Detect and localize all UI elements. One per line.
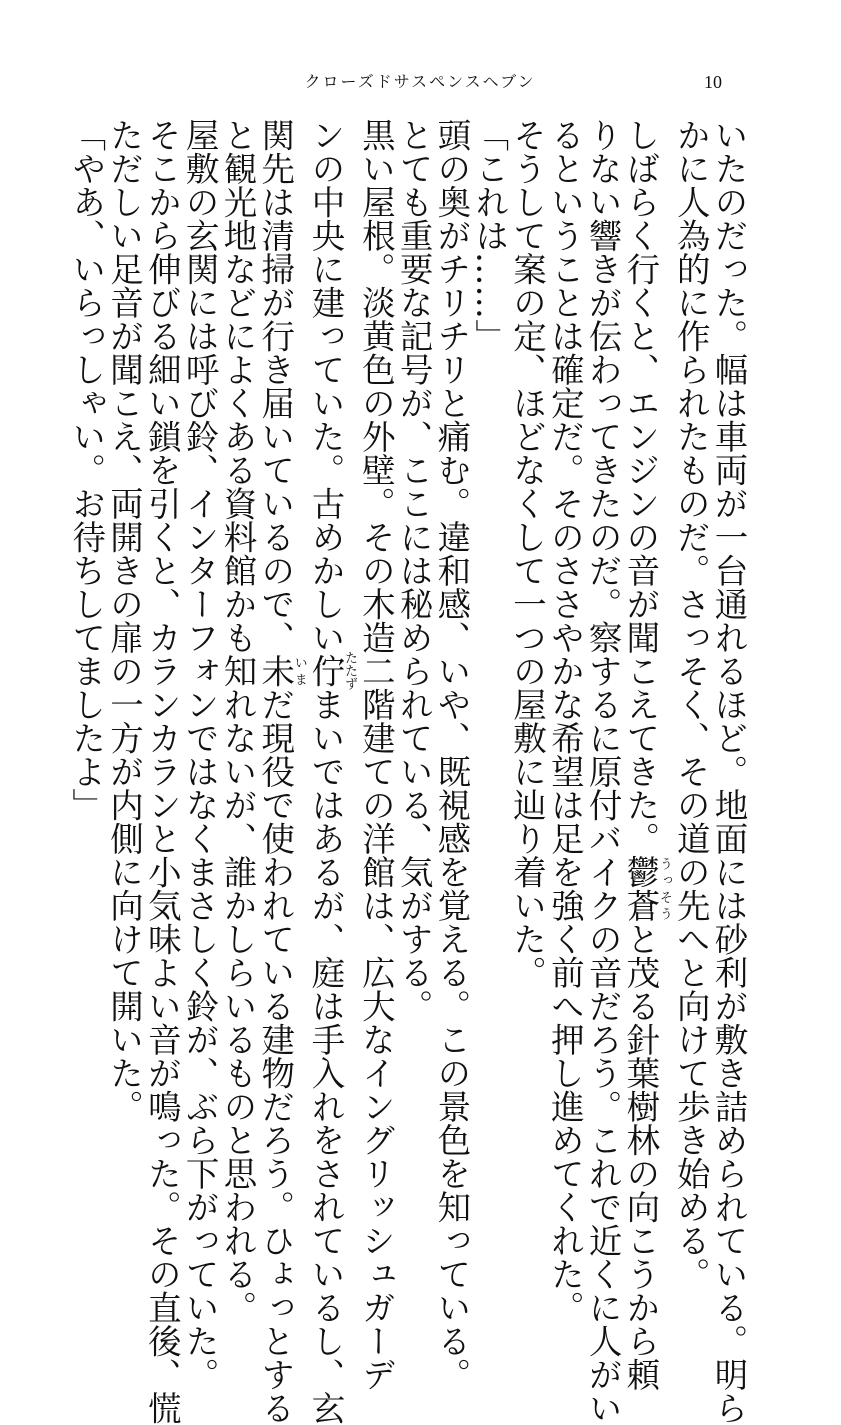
- text-line: 頭の奥がチリチリと痛む。違和感、いや、既視感を覚える。この景色を知っている。: [431, 118, 471, 1391]
- text-line: しばらく行くと、エンジンの音が聞こえてきた。鬱蒼うっそうと茂る針葉樹林の向こうから頼: [620, 118, 672, 1391]
- text-line: 「これは……」: [469, 118, 509, 353]
- furigana-word: 未いま: [255, 654, 307, 688]
- text-line: かに人為的に作られたものだ。さっそく、その道の先へと向けて歩き始める。: [671, 118, 711, 1291]
- text-line: 関先は清掃が行き届いているので、未いまだ現役で使われている建物だろう。ひょっとする: [255, 118, 307, 1425]
- text-line: と観光地などによくある資料館かも知れないが、誰かしらいるものと思われる。: [217, 118, 257, 1324]
- text-line: いたのだった。幅は車両が一台通れるほど。地面には砂利が敷き詰められている。明ら: [709, 118, 748, 1425]
- furigana-reading: たたず: [342, 651, 358, 691]
- text-line: 「やあ、いらっしゃい。お待ちしてましたよ」: [66, 118, 106, 822]
- text-line: ただしい足音が聞こえ、両開きの扉の一方が内側に向けて開いた。: [104, 118, 144, 1123]
- text-line: そうして案の定、ほどなくして一つの屋敷に辿り着いた。: [507, 118, 547, 989]
- running-header-title: クローズドサスペンスヘブン: [304, 72, 536, 91]
- text-line: とても重要な記号が、ここには秘められている、気がする。: [394, 118, 434, 1023]
- furigana-reading: うっそう: [656, 855, 672, 922]
- text-line: 黒い屋根。淡黄色の外壁。その木造二階建ての洋館は、広大なイングリッシュガーデ: [356, 118, 396, 1391]
- furigana-reading: いま: [291, 654, 307, 688]
- furigana-word: 鬱蒼うっそう: [620, 855, 672, 922]
- text-line: 屋敷の玄関には呼び鈴、インターフォンではなくまさしく鈴が、ぶら下がっていた。: [180, 118, 220, 1391]
- page-number: 10: [704, 72, 722, 92]
- novel-body-text: [66, 118, 748, 1425]
- text-line: りない響きが伝わってきたのだ。察するに原付バイクの音だろう。これで近くに人がい: [583, 118, 623, 1425]
- text-line: そこから伸びる細い鎖を引くと、カランカランと小気味よい音が鳴った。その直後、慌: [142, 118, 182, 1425]
- furigana-word: 佇たたず: [306, 651, 358, 691]
- text-line: るということは確定だ。そのささやかな希望は足を強く前へ押し進めてくれた。: [545, 118, 585, 1324]
- text-line: ンの中央に建っていた。古めかしい佇たたずまいではあるが、庭は手入れをされているし、玄: [306, 118, 358, 1425]
